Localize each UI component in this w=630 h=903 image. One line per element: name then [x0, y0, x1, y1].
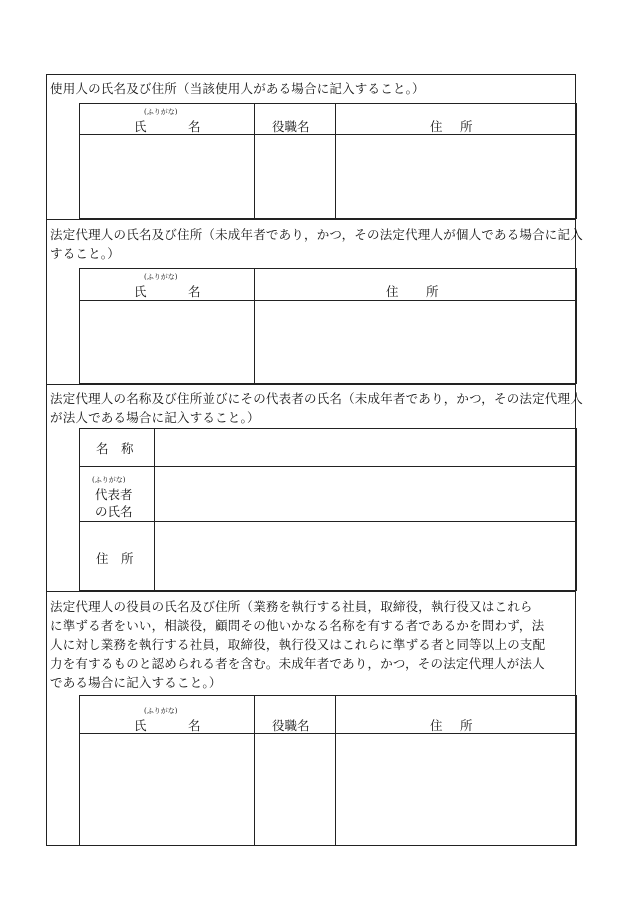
furigana-label: (ふりがな): [144, 108, 178, 116]
col-address-char-1: 住: [430, 119, 443, 134]
heading-line: 力を有するものと認められる者を含む。未成年者であり，かつ，その法定代理人が法人: [50, 656, 545, 671]
form-frame: [46, 74, 583, 846]
corporation-address-cell[interactable]: [155, 522, 576, 590]
col-position-header: 役職名: [272, 718, 310, 733]
col-name-char-2: 名: [188, 119, 201, 134]
col-position-header: 役職名: [272, 119, 310, 134]
employees-table: [79, 103, 577, 219]
officer-position-cell[interactable]: [255, 734, 335, 845]
legal-rep-corporation-table: [79, 428, 577, 591]
section-legal-rep-corporation-heading: [50, 389, 583, 427]
employee-position-cell[interactable]: [255, 135, 335, 219]
col-address-char-2: 所: [426, 284, 439, 299]
employee-address-cell[interactable]: [336, 135, 576, 219]
heading-line: 法定代理人の名称及び住所並びにその代表者の氏名（未成年者であり，かつ，その法定代理人: [50, 391, 583, 406]
heading-line: 使用人の氏名及び住所（当該使用人がある場合に記入すること。）: [50, 81, 425, 96]
heading-line: に準ずる者をいい，相談役，顧問その他いかなる名称を有する者であるかを問わず，法: [50, 618, 545, 633]
col-address-char-1: 住: [386, 284, 399, 299]
row-name-label: 名 称: [96, 441, 134, 456]
furigana-label: (ふりがな): [144, 707, 178, 715]
corporation-name-cell[interactable]: [155, 429, 576, 466]
heading-line: である場合に記入すること。）: [50, 675, 222, 690]
col-name-char-1: 氏: [134, 718, 147, 733]
section-divider: [47, 591, 575, 592]
legal-rep-address-cell[interactable]: [255, 301, 576, 384]
section-employees-heading: [50, 79, 425, 98]
col-name-char-2: 名: [188, 718, 201, 733]
heading-line: 法定代理人の氏名及び住所（未成年者であり，かつ，その法定代理人が個人である場合に記入: [50, 227, 583, 242]
section-legal-rep-individual-heading: [50, 225, 583, 263]
furigana-label: (ふりがな): [144, 273, 178, 281]
officer-address-cell[interactable]: [336, 734, 576, 845]
legal-rep-name-cell[interactable]: [80, 301, 254, 384]
col-name-char-1: 氏: [134, 119, 147, 134]
section-divider: [47, 219, 575, 220]
heading-line: すること。）: [50, 246, 120, 261]
furigana-label: (ふりがな): [92, 476, 126, 484]
col-name-char-1: 氏: [134, 284, 147, 299]
section-legal-rep-officers-heading: [50, 597, 545, 692]
officers-table: [79, 695, 577, 846]
heading-line: 人に対し業務を執行する社員，取締役，執行役又はこれらに準ずる者と同等以上の支配: [50, 637, 546, 652]
employee-name-cell[interactable]: [80, 135, 254, 219]
col-name-char-2: 名: [188, 284, 201, 299]
col-address-char-2: 所: [460, 718, 473, 733]
section-divider: [47, 384, 575, 385]
col-address-char-2: 所: [460, 119, 473, 134]
row-representative-label-line1: 代表者: [95, 487, 133, 502]
heading-line: が法人である場合に記入すること。）: [50, 410, 260, 425]
legal-rep-individual-table: [79, 268, 577, 384]
representative-name-cell[interactable]: [155, 467, 576, 521]
heading-line: 法定代理人の役員の氏名及び住所（業務を執行する社員，取締役，執行役又はこれら: [50, 599, 533, 614]
col-address-char-1: 住: [430, 718, 443, 733]
row-representative-label-line2: の氏名: [95, 504, 133, 519]
officer-name-cell[interactable]: [80, 734, 254, 845]
row-address-label: 住 所: [96, 551, 134, 566]
